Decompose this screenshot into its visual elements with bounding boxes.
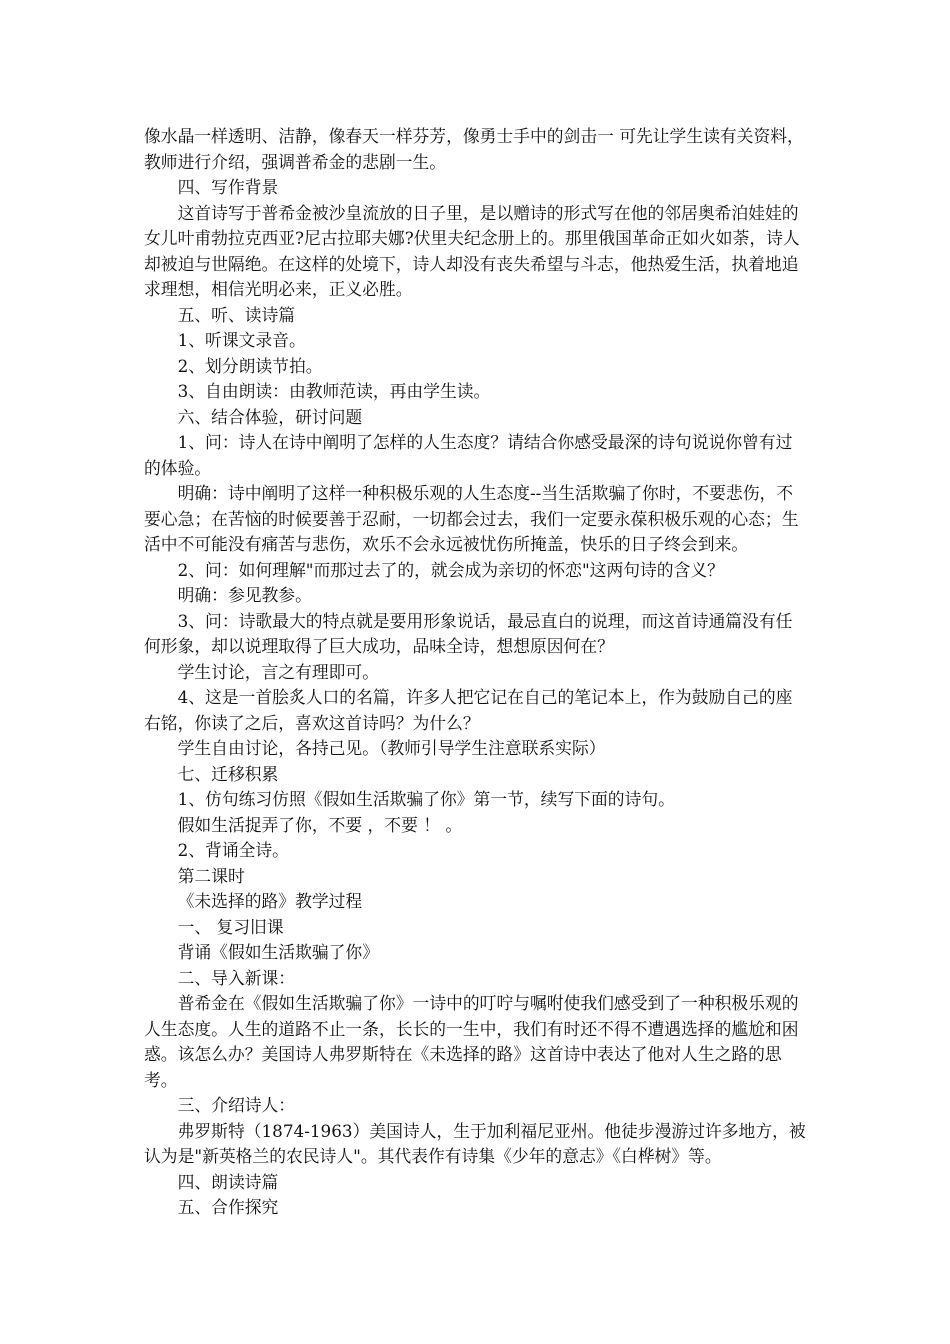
list-item: 2、划分朗读节拍。 (177, 355, 323, 376)
section-heading: 三、介绍诗人： (177, 1095, 296, 1115)
question: 1、问：诗人在诗中阐明了怎样的人生态度？请结合你感受最深的诗句说说你曾有过的体验。 (144, 432, 793, 478)
answer: 明确：诗中阐明了这样一种积极乐观的人生态度--当生活欺骗了你时，不要悲伤，不要心急；在苦恼的时候要善于忍耐，一切都会过去，我们一定要永葆积极乐观的心态；生活中不可能没有痛苦与悲伤，欢乐不会永远被忧伤所掩盖，快乐的日子终会到来。 (144, 483, 799, 554)
section-heading: 七、迁移积累 (177, 763, 279, 784)
section-heading: 五、合作探究 (177, 1197, 279, 1217)
section-heading: 四、写作背景 (177, 177, 279, 197)
lesson-heading: 第二课时 (177, 865, 245, 886)
list-item: 1、仿句练习仿照《假如生活欺骗了你》第一节，续写下面的诗句。 (177, 789, 675, 809)
paragraph: 普希金在《假如生活欺骗了你》一诗中的叮咛与嘱咐使我们感受到了一种积极乐观的人生态度。人生的道路不止一条，长长的一生中，我们有时还不得不遭遇选择的尴尬和困惑。该怎么办？美国诗人弗罗斯特在《未选择的路》这首诗中表达了他对人生之路的思考。 (144, 993, 799, 1090)
answer: 学生自由讨论，各持己见。（教师引导学生注意联系实际） (177, 738, 606, 758)
paragraph: 像水晶一样透明、洁静，像春天一样芬芳，像勇士手中的剑击一 可先让学生读有关资料，教师进行介绍，强调普希金的悲剧一生。 (144, 126, 804, 172)
document-body (144, 124, 808, 1221)
list-item: 3、自由朗读：由教师范读，再由学生读。 (177, 381, 491, 401)
section-heading: 五、听、读诗篇 (177, 304, 296, 325)
section-heading: 一、 复习旧课 (177, 916, 284, 937)
question: 3、问：诗歌最大的特点就是要用形象说话，最忌直白的说理，而这首诗通篇没有任何形象，却以说理取得了巨大成功，品味全诗，想想原因何在？ (144, 610, 793, 656)
question: 2、问：如何理解"而那过去了的，就会成为亲切的怀恋"这两句诗的含义？ (177, 559, 724, 580)
answer: 明确：参见教参。 (177, 585, 312, 605)
list-item: 1、听课文录音。 (177, 330, 306, 350)
section-heading: 六、结合体验，研讨问题 (177, 406, 363, 427)
paragraph: 弗罗斯特（1874-1963）美国诗人，生于加利福尼亚州。他徒步漫游过许多地方，被认为是"新英格兰的农民诗人"。其代表作有诗集《少年的意志》《白桦树》等。 (144, 1120, 806, 1166)
section-heading: 二、导入新课： (177, 967, 296, 988)
answer: 学生讨论，言之有理即可。 (177, 661, 379, 682)
question: 4、这是一首脍炙人口的名篇，许多人把它记在自己的笔记本上，作为鼓励自己的座右铭，你读了之后，喜欢这首诗吗？为什么？ (144, 687, 793, 733)
list-item: 2、背诵全诗。 (177, 840, 289, 860)
section-heading: 四、朗读诗篇 (177, 1171, 279, 1192)
exercise-line: 假如生活捉弄了你，不要 ，不要 ！ 。 (177, 814, 463, 835)
paragraph: 这首诗写于普希金被沙皇流放的日子里，是以赠诗的形式写在他的邻居奥希泊娃娃的女儿叶甫勃拉克西亚?尼古拉耶夫娜?伏里夫纪念册上的。那里俄国革命正如火如荼，诗人却被迫与世隔绝。在这样的处境下，诗人却没有丧失希望与斗志，他热爱生活，执着地追求理想，相信光明必来，正义必胜。 (144, 202, 800, 299)
paragraph: 背诵《假如生活欺骗了你》 (177, 942, 379, 962)
lesson-title: 《未选择的路》教学过程 (177, 891, 363, 911)
